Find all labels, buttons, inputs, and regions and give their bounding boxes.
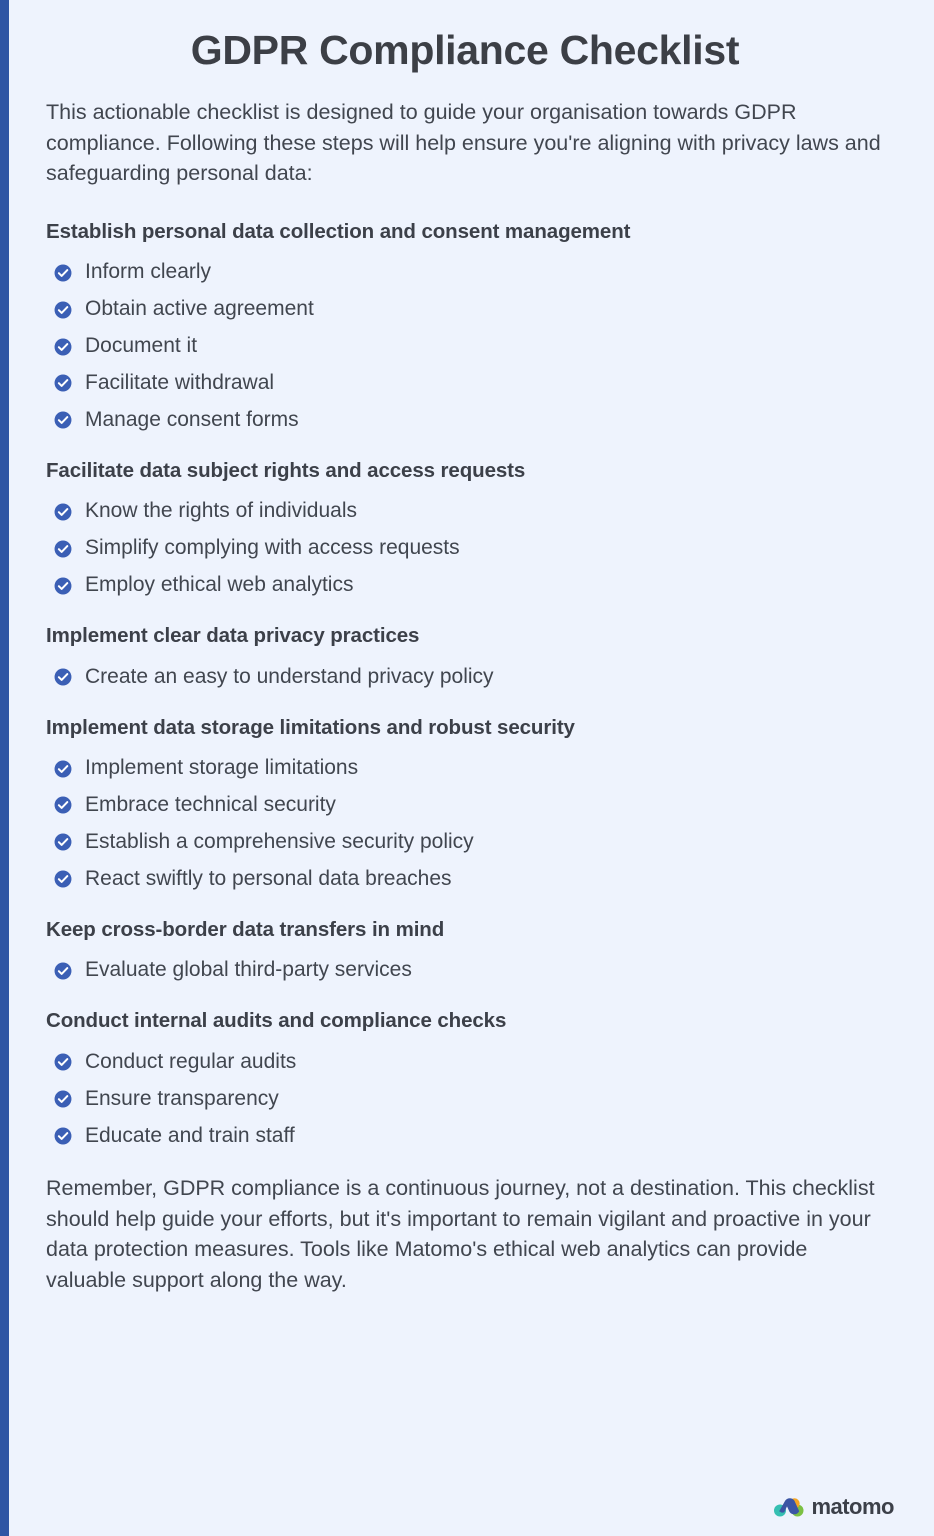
checklist-item[interactable]: [46, 1049, 884, 1076]
check-circle-icon: [54, 577, 72, 595]
check-circle-icon: [54, 668, 72, 686]
check-circle-icon: [54, 503, 72, 521]
checklist: [46, 664, 884, 691]
checklist-item-label: React swiftly to personal data breaches: [85, 866, 452, 890]
checklist-item-label: Educate and train staff: [85, 1123, 295, 1147]
section-heading: Establish personal data collection and consent management: [46, 219, 631, 243]
check-circle-icon: [54, 301, 72, 319]
page-title: GDPR Compliance Checklist: [190, 27, 740, 73]
checklist-item[interactable]: [46, 792, 884, 819]
check-circle-icon: [54, 1127, 72, 1145]
checklist-section: [46, 1008, 884, 1149]
section-heading: Implement data storage limitations and robust security: [46, 715, 575, 739]
checklist-section: [46, 219, 884, 434]
checklist-item[interactable]: [46, 866, 884, 893]
checklist: [46, 259, 884, 433]
checklist-item-label: Implement storage limitations: [85, 756, 359, 780]
checklist: [46, 957, 884, 984]
check-circle-icon: [54, 1053, 72, 1071]
checklist-item[interactable]: [46, 333, 884, 360]
checklist-item-label: Create an easy to understand privacy policy: [85, 664, 494, 688]
check-circle-icon: [54, 338, 72, 356]
intro-paragraph: This actionable checklist is designed to guide your organisation towards GDPR compliance. Following these steps will help ensure you're aligning with privacy laws and safeguarding personal data:: [46, 100, 881, 186]
check-circle-icon: [54, 962, 72, 980]
check-circle-icon: [54, 870, 72, 888]
checklist-item-label: Evaluate global third-party services: [85, 958, 412, 982]
section-heading: Keep cross-border data transfers in mind: [46, 917, 445, 941]
checklist: [46, 1049, 884, 1150]
checklist-item-label: Establish a comprehensive security policy: [85, 829, 474, 853]
matomo-wordmark: matomo: [811, 1494, 894, 1519]
checklist-item-label: Employ ethical web analytics: [85, 573, 354, 597]
checklist-item[interactable]: [46, 296, 884, 323]
checklist-sections: [46, 219, 884, 1150]
section-heading: Implement clear data privacy practices: [46, 624, 420, 648]
check-circle-icon: [54, 796, 72, 814]
check-circle-icon: [54, 374, 72, 392]
checklist-item-label: Simplify complying with access requests: [85, 536, 460, 560]
checklist-item[interactable]: [46, 407, 884, 434]
check-circle-icon: [54, 760, 72, 778]
checklist-item[interactable]: [46, 1123, 884, 1150]
section-heading: Facilitate data subject rights and access requests: [46, 458, 526, 482]
check-circle-icon: [54, 264, 72, 282]
checklist-item[interactable]: [46, 755, 884, 782]
checklist-item[interactable]: [46, 370, 884, 397]
checklist-item[interactable]: [46, 535, 884, 562]
checklist-item-label: Facilitate withdrawal: [85, 371, 275, 394]
checklist-section: [46, 917, 884, 985]
checklist-section: [46, 623, 884, 691]
checklist: [46, 755, 884, 893]
checklist-section: [46, 458, 884, 599]
check-circle-icon: [54, 540, 72, 558]
checklist-item-label: Conduct regular audits: [85, 1049, 297, 1073]
left-accent-bar: [0, 0, 9, 1536]
checklist-item-label: Embrace technical security: [85, 793, 336, 817]
checklist: [46, 498, 884, 599]
checklist-item[interactable]: [46, 1086, 884, 1113]
checklist-item-label: Know the rights of individuals: [85, 499, 357, 523]
section-heading: Conduct internal audits and compliance checks: [46, 1009, 507, 1033]
closing-paragraph: Remember, GDPR compliance is a continuous journey, not a destination. This checklist should help guide your efforts, but it's important to remain vigilant and proactive in your data protection measures. Tools like Matomo's ethical web analytics can provide valuable support along the way.: [46, 1176, 875, 1292]
checklist-item-label: Ensure transparency: [85, 1086, 279, 1110]
matomo-logo-icon: [774, 1497, 804, 1517]
check-circle-icon: [54, 833, 72, 851]
checklist-item-label: Obtain active agreement: [85, 297, 314, 321]
checklist-item[interactable]: [46, 572, 884, 599]
checklist-item[interactable]: [46, 957, 884, 984]
checklist-item[interactable]: [46, 259, 884, 286]
checklist-item-label: Inform clearly: [85, 260, 212, 284]
checklist-item-label: Document it: [85, 334, 198, 358]
checklist-item[interactable]: [46, 664, 884, 691]
check-circle-icon: [54, 411, 72, 429]
document-body: [9, 0, 934, 1536]
checklist-section: [46, 715, 884, 893]
checklist-item[interactable]: [46, 829, 884, 856]
brand-footer: [774, 1496, 894, 1518]
check-circle-icon: [54, 1090, 72, 1108]
checklist-item-label: Manage consent forms: [85, 407, 299, 431]
checklist-item[interactable]: [46, 498, 884, 525]
